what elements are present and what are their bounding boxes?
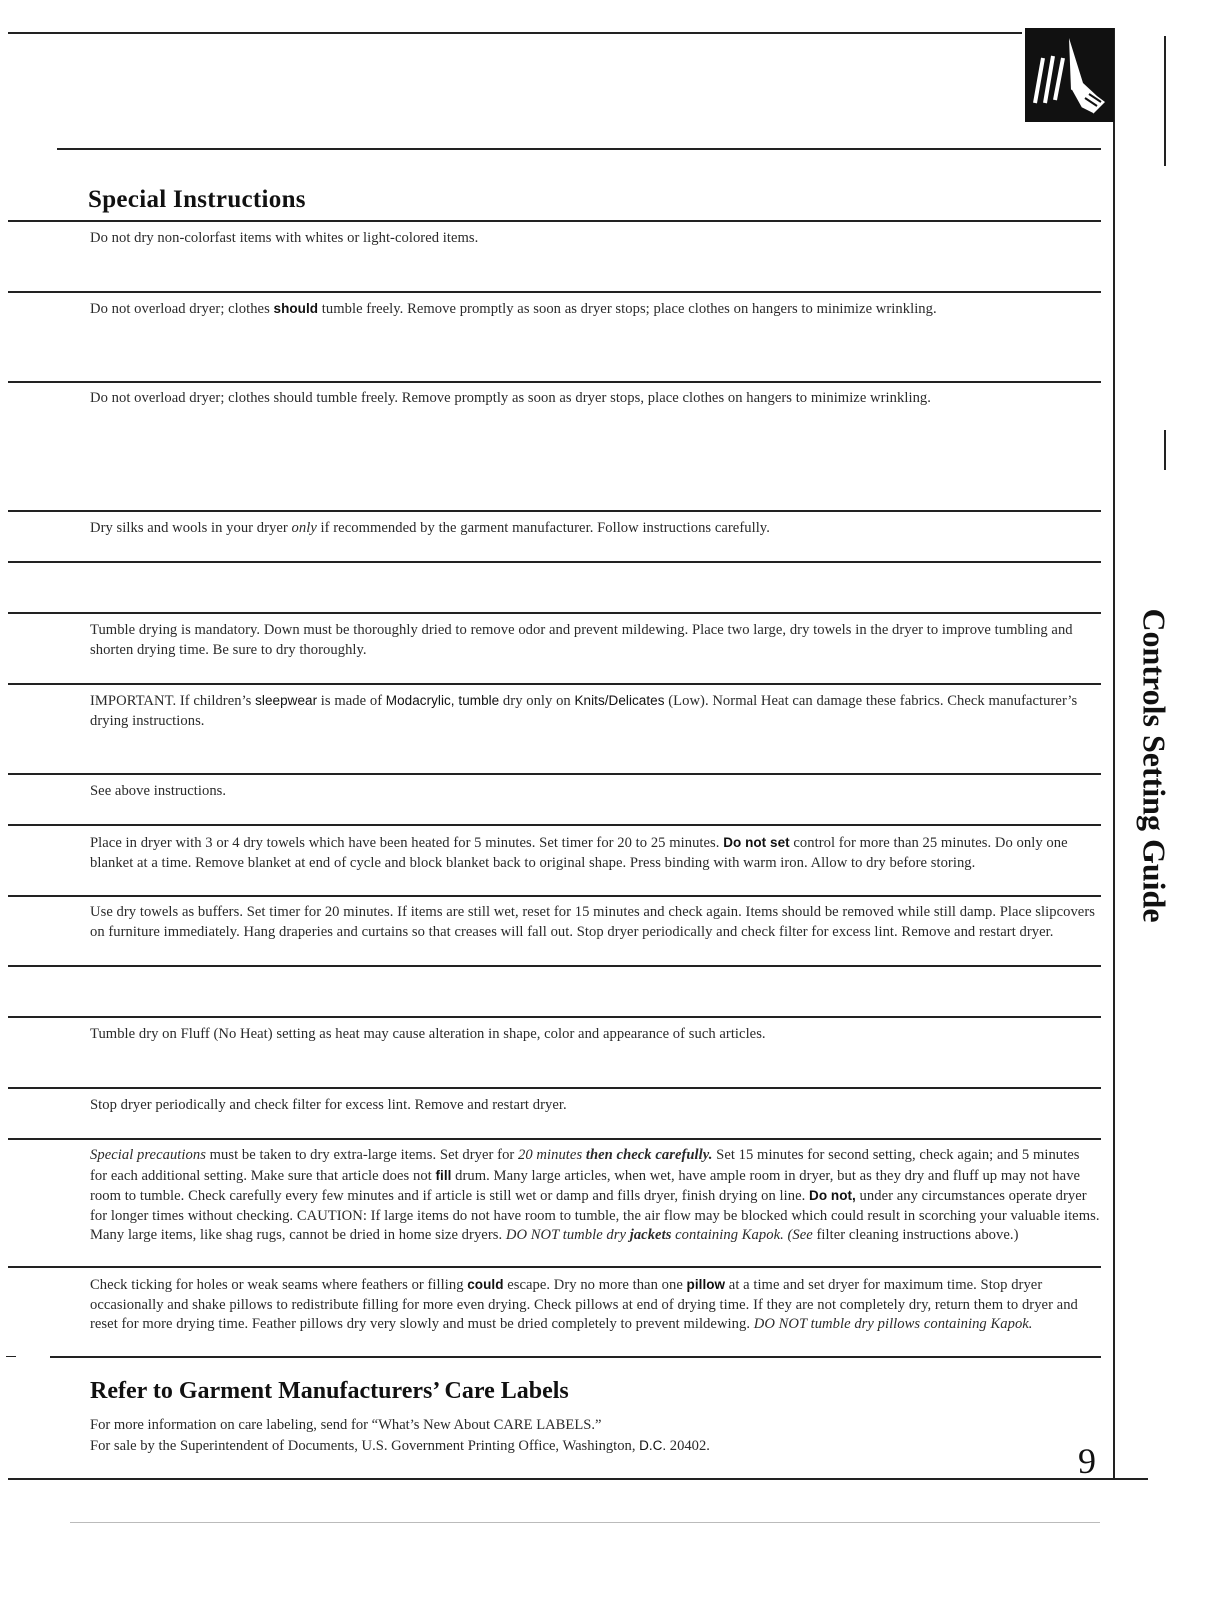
footer-text: For more information on care labeling, send for “What’s New About CARE LABELS.”: [90, 1417, 602, 1433]
row-separator: [8, 1016, 1101, 1018]
emphasis-text: could: [467, 1277, 504, 1292]
emphasis-text: sleepwear: [255, 693, 318, 708]
instruction-text: (Low). Normal Heat can damage these fabrics. Check manufacturer’s drying instructions.: [90, 693, 1078, 729]
instruction-text: drum. Many large articles, when wet, have ample room in dryer, but as they dry and fluff up may not have room to tumble. Check carefully every few minutes and if article is still wet or damp and fills dryer, finish drying on line.: [90, 1167, 1081, 1205]
emphasis-text: should: [273, 301, 319, 316]
instruction-text: Place in dryer with 3 or 4 dry towels which have been heated for 5 minutes. Set timer for 20 to 25 minutes.: [90, 835, 724, 851]
footer-line-1: [90, 1416, 601, 1436]
instruction-text: filter cleaning instructions above.): [812, 1227, 1019, 1244]
emphasis-text: Special precautions: [90, 1147, 206, 1163]
instruction-text: Tumble drying is mandatory. Down must be thoroughly dried to remove odor and prevent mildewing. Place two large, dry towels in the dryer to improve tumbling and shorten drying time. Be sure to dry thoroughly.: [90, 622, 1073, 658]
row-separator: [8, 220, 1101, 222]
instruction-row: [90, 299, 1100, 320]
instruction-row: [90, 621, 1100, 660]
row-separator: [50, 1356, 1101, 1358]
instruction-text: is made of: [317, 693, 386, 709]
instruction-text: Stop dryer periodically and check filter for excess lint. Remove and restart dryer.: [90, 1097, 567, 1113]
instruction-row: [90, 519, 1100, 539]
instruction-row: [90, 1146, 1100, 1246]
instruction-text: control for more than 25 minutes. Do only one blanket at a time. Remove blanket at end of cycle and block blanket back to original shape. Press binding with warm iron. Allow to dry before storing.: [90, 835, 1068, 871]
instruction-text: Check ticking for holes or weak seams where feathers or filling: [90, 1277, 468, 1293]
instruction-row: [90, 782, 1100, 802]
row-separator: [8, 291, 1101, 293]
side-title-text: Controls Setting Guide: [1136, 608, 1173, 923]
right-margin-tick-mid: [1164, 430, 1166, 470]
emphasis-text: then check carefully.: [582, 1147, 713, 1163]
instruction-text: at a time and set dryer for maximum time. Stop dryer occasionally and shake pillows to redistribute filling for more even drying. Check pillows at end of drying time. If they are not completely dry, return them to dryer and reset for more drying time. Feather pillows dry very slowly and must be dried completely to prevent mildewing.: [90, 1277, 1078, 1333]
instruction-text: Set 15 minutes for second setting, check again; and 5 minutes for each additional setting. Make sure that article does not: [90, 1147, 1080, 1184]
row-separator: [8, 381, 1101, 383]
footer-text: D.C.: [639, 1438, 667, 1453]
instruction-text: See above instructions.: [90, 783, 227, 799]
instruction-text: dry only on: [499, 693, 575, 709]
footer-title: Refer to Garment Manufacturers’ Care Labels: [90, 1378, 569, 1404]
instruction-row: [90, 1096, 1100, 1116]
footer-line-2: [90, 1436, 710, 1457]
instruction-row: [90, 389, 1100, 409]
row-separator: [8, 683, 1101, 685]
emphasis-text: Do not,: [809, 1188, 856, 1204]
row-separator: [8, 510, 1101, 512]
instruction-text: under any circumstances operate dryer for longer times without checking. CAUTION: If large items do not have room to tumble, the air flow may be blocked which could result in scorching your valuable items. Many large items, like shag rugs, cannot be dried in home size dryers.: [90, 1188, 1100, 1244]
top-rule: [8, 32, 1022, 34]
instruction-text: Dry silks and wools in your dryer: [90, 520, 292, 536]
instruction-text: Do not overload dryer; clothes should tumble freely. Remove promptly as soon as dryer stops, place clothes on hangers to minimize wrinkling.: [90, 390, 931, 406]
row-separator: [8, 561, 1101, 563]
instruction-text: Tumble dry on Fluff (No Heat) setting as heat may cause alteration in shape, color and appearance of such articles.: [90, 1026, 766, 1042]
instruction-row: [90, 691, 1100, 731]
row-separator: [8, 1138, 1101, 1140]
header-rule: [57, 148, 1101, 150]
row-separator: [8, 1266, 1101, 1268]
footer-text: 20402.: [666, 1438, 710, 1454]
emphasis-text: fill: [435, 1167, 452, 1183]
row-separator: [8, 824, 1101, 826]
emphasis-text: only: [291, 520, 317, 536]
emphasis-text: pillow: [686, 1277, 726, 1292]
side-title: [1124, 588, 1184, 943]
margin-dash: [6, 1356, 16, 1357]
instruction-row: [90, 1025, 1100, 1045]
instruction-row: [90, 229, 1100, 249]
instruction-text: escape. Dry no more than one: [503, 1277, 687, 1293]
row-separator: [8, 965, 1101, 967]
right-margin-tick-top: [1164, 36, 1166, 166]
emphasis-text: Modacrylic, tumble: [385, 693, 500, 708]
instruction-row: [90, 1275, 1100, 1335]
instruction-text: must be taken to dry extra-large items. Set dryer for: [205, 1147, 519, 1163]
instruction-text: Use dry towels as buffers. Set timer for 20 minutes. If items are still wet, reset for 15 minutes and check again. Items should be removed while still damp. Place slipcovers on furniture immediately. Hang draperies and curtains so that creases will fall out. Stop dryer periodically and check filter for excess lint. Remove and restart dryer.: [90, 904, 1095, 940]
right-page-border: [1113, 28, 1115, 1478]
instruction-text: Do not dry non-colorfast items with whites or light-colored items.: [90, 230, 479, 246]
instruction-text: tumble freely. Remove promptly as soon as dryer stops; place clothes on hangers to minimize wrinkling.: [318, 301, 937, 317]
page-number: 9: [1078, 1441, 1096, 1481]
instruction-text: Do not overload dryer; clothes: [90, 301, 274, 317]
footer-text: For sale by the Superintendent of Documents, U.S. Government Printing Office, Washington,: [90, 1438, 640, 1454]
row-separator: [8, 1087, 1101, 1089]
row-separator: [8, 612, 1101, 614]
section-title: Special Instructions: [88, 186, 306, 213]
emphasis-text: 20 minutes: [518, 1147, 583, 1163]
emphasis-text: DO NOT tumble dry: [505, 1227, 630, 1244]
instruction-row: [90, 833, 1100, 873]
hand-pointer-icon: [1025, 28, 1114, 122]
instruction-row: [90, 903, 1100, 942]
row-separator: [8, 895, 1101, 897]
emphasis-text: DO NOT tumble dry pillows containing Kapok.: [753, 1316, 1033, 1333]
row-separator: [8, 773, 1101, 775]
instruction-text: IMPORTANT. If children’s: [90, 693, 256, 709]
footer-faint-rule: [70, 1522, 1100, 1523]
emphasis-text: Do not set: [723, 835, 790, 850]
instruction-text: if recommended by the garment manufacturer. Follow instructions carefully.: [316, 520, 770, 536]
emphasis-text: Knits/Delicates: [574, 693, 665, 708]
emphasis-text: containing Kapok. (See: [671, 1227, 813, 1244]
emphasis-text: jackets: [629, 1227, 672, 1244]
bottom-rule: [8, 1478, 1148, 1480]
